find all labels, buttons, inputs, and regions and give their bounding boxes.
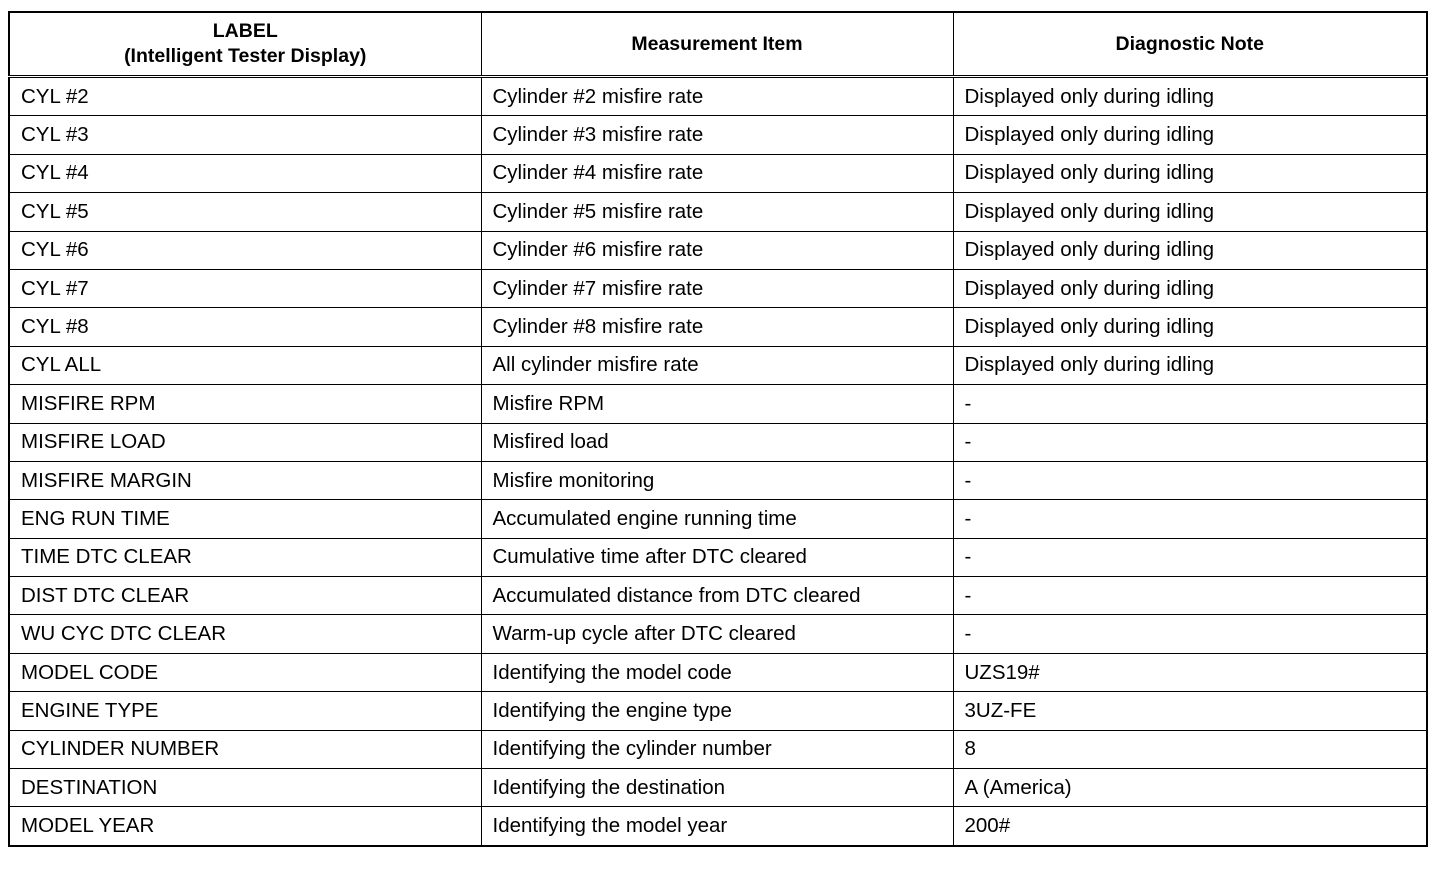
cell-diagnostic-note: -	[953, 385, 1427, 423]
cell-label: MODEL CODE	[9, 653, 481, 691]
cell-label: CYL ALL	[9, 346, 481, 384]
table-row	[9, 346, 1427, 384]
table-row	[9, 461, 1427, 499]
cell-label: CYL #2	[9, 77, 481, 116]
cell-label: CYL #3	[9, 116, 481, 154]
cell-label: ENG RUN TIME	[9, 500, 481, 538]
cell-measurement-item: Identifying the engine type	[481, 692, 953, 730]
table-row	[9, 500, 1427, 538]
table-row	[9, 193, 1427, 231]
table-row	[9, 385, 1427, 423]
cell-label: CYL #5	[9, 193, 481, 231]
cell-label: TIME DTC CLEAR	[9, 538, 481, 576]
cell-measurement-item: Cylinder #5 misfire rate	[481, 193, 953, 231]
table-row	[9, 769, 1427, 807]
cell-diagnostic-note: UZS19#	[953, 653, 1427, 691]
cell-diagnostic-note: -	[953, 423, 1427, 461]
cell-measurement-item: Identifying the destination	[481, 769, 953, 807]
cell-label: MISFIRE MARGIN	[9, 461, 481, 499]
cell-label: ENGINE TYPE	[9, 692, 481, 730]
cell-measurement-item: Cylinder #2 misfire rate	[481, 77, 953, 116]
cell-diagnostic-note: Displayed only during idling	[953, 77, 1427, 116]
table-row	[9, 423, 1427, 461]
cell-diagnostic-note: Displayed only during idling	[953, 116, 1427, 154]
table-row	[9, 116, 1427, 154]
header-label-subtitle: (Intelligent Tester Display)	[124, 45, 367, 67]
table-row	[9, 538, 1427, 576]
cell-diagnostic-note: -	[953, 538, 1427, 576]
header-measurement-item: Measurement Item	[481, 12, 953, 77]
cell-measurement-item: Cylinder #8 misfire rate	[481, 308, 953, 346]
table-row	[9, 77, 1427, 116]
cell-measurement-item: Cylinder #6 misfire rate	[481, 231, 953, 269]
cell-diagnostic-note: 8	[953, 730, 1427, 768]
header-label	[9, 12, 481, 77]
cell-diagnostic-note: -	[953, 577, 1427, 615]
data-list-table	[8, 11, 1428, 847]
cell-measurement-item: Misfire RPM	[481, 385, 953, 423]
table-body	[9, 77, 1427, 846]
cell-diagnostic-note: 3UZ-FE	[953, 692, 1427, 730]
cell-measurement-item: Misfired load	[481, 423, 953, 461]
table-row	[9, 308, 1427, 346]
table-row	[9, 577, 1427, 615]
cell-diagnostic-note: Displayed only during idling	[953, 346, 1427, 384]
cell-measurement-item: Identifying the model year	[481, 807, 953, 846]
cell-measurement-item: Accumulated distance from DTC cleared	[481, 577, 953, 615]
cell-label: DIST DTC CLEAR	[9, 577, 481, 615]
cell-label: DESTINATION	[9, 769, 481, 807]
cell-measurement-item: Cylinder #7 misfire rate	[481, 269, 953, 307]
cell-diagnostic-note: Displayed only during idling	[953, 231, 1427, 269]
cell-diagnostic-note: Displayed only during idling	[953, 308, 1427, 346]
cell-label: CYL #4	[9, 154, 481, 192]
table-row	[9, 730, 1427, 768]
cell-measurement-item: Misfire monitoring	[481, 461, 953, 499]
cell-label: CYL #8	[9, 308, 481, 346]
table-row	[9, 615, 1427, 653]
cell-measurement-item: Accumulated engine running time	[481, 500, 953, 538]
table-row	[9, 692, 1427, 730]
cell-label: CYL #7	[9, 269, 481, 307]
cell-measurement-item: All cylinder misfire rate	[481, 346, 953, 384]
cell-measurement-item: Identifying the model code	[481, 653, 953, 691]
cell-measurement-item: Identifying the cylinder number	[481, 730, 953, 768]
cell-label: CYLINDER NUMBER	[9, 730, 481, 768]
header-diagnostic-note: Diagnostic Note	[953, 12, 1427, 77]
table-header-row	[9, 12, 1427, 77]
header-label-title: LABEL	[212, 20, 278, 42]
cell-measurement-item: Warm-up cycle after DTC cleared	[481, 615, 953, 653]
cell-label: WU CYC DTC CLEAR	[9, 615, 481, 653]
table-row	[9, 269, 1427, 307]
cell-label: MISFIRE RPM	[9, 385, 481, 423]
cell-measurement-item: Cylinder #4 misfire rate	[481, 154, 953, 192]
cell-measurement-item: Cylinder #3 misfire rate	[481, 116, 953, 154]
table-row	[9, 231, 1427, 269]
cell-measurement-item: Cumulative time after DTC cleared	[481, 538, 953, 576]
table-row	[9, 154, 1427, 192]
cell-diagnostic-note: -	[953, 615, 1427, 653]
cell-diagnostic-note: -	[953, 461, 1427, 499]
cell-diagnostic-note: Displayed only during idling	[953, 193, 1427, 231]
table-row	[9, 807, 1427, 846]
cell-label: CYL #6	[9, 231, 481, 269]
cell-diagnostic-note: Displayed only during idling	[953, 269, 1427, 307]
cell-diagnostic-note: -	[953, 500, 1427, 538]
cell-label: MODEL YEAR	[9, 807, 481, 846]
cell-label: MISFIRE LOAD	[9, 423, 481, 461]
cell-diagnostic-note: A (America)	[953, 769, 1427, 807]
table-row	[9, 653, 1427, 691]
cell-diagnostic-note: Displayed only during idling	[953, 154, 1427, 192]
cell-diagnostic-note: 200#	[953, 807, 1427, 846]
